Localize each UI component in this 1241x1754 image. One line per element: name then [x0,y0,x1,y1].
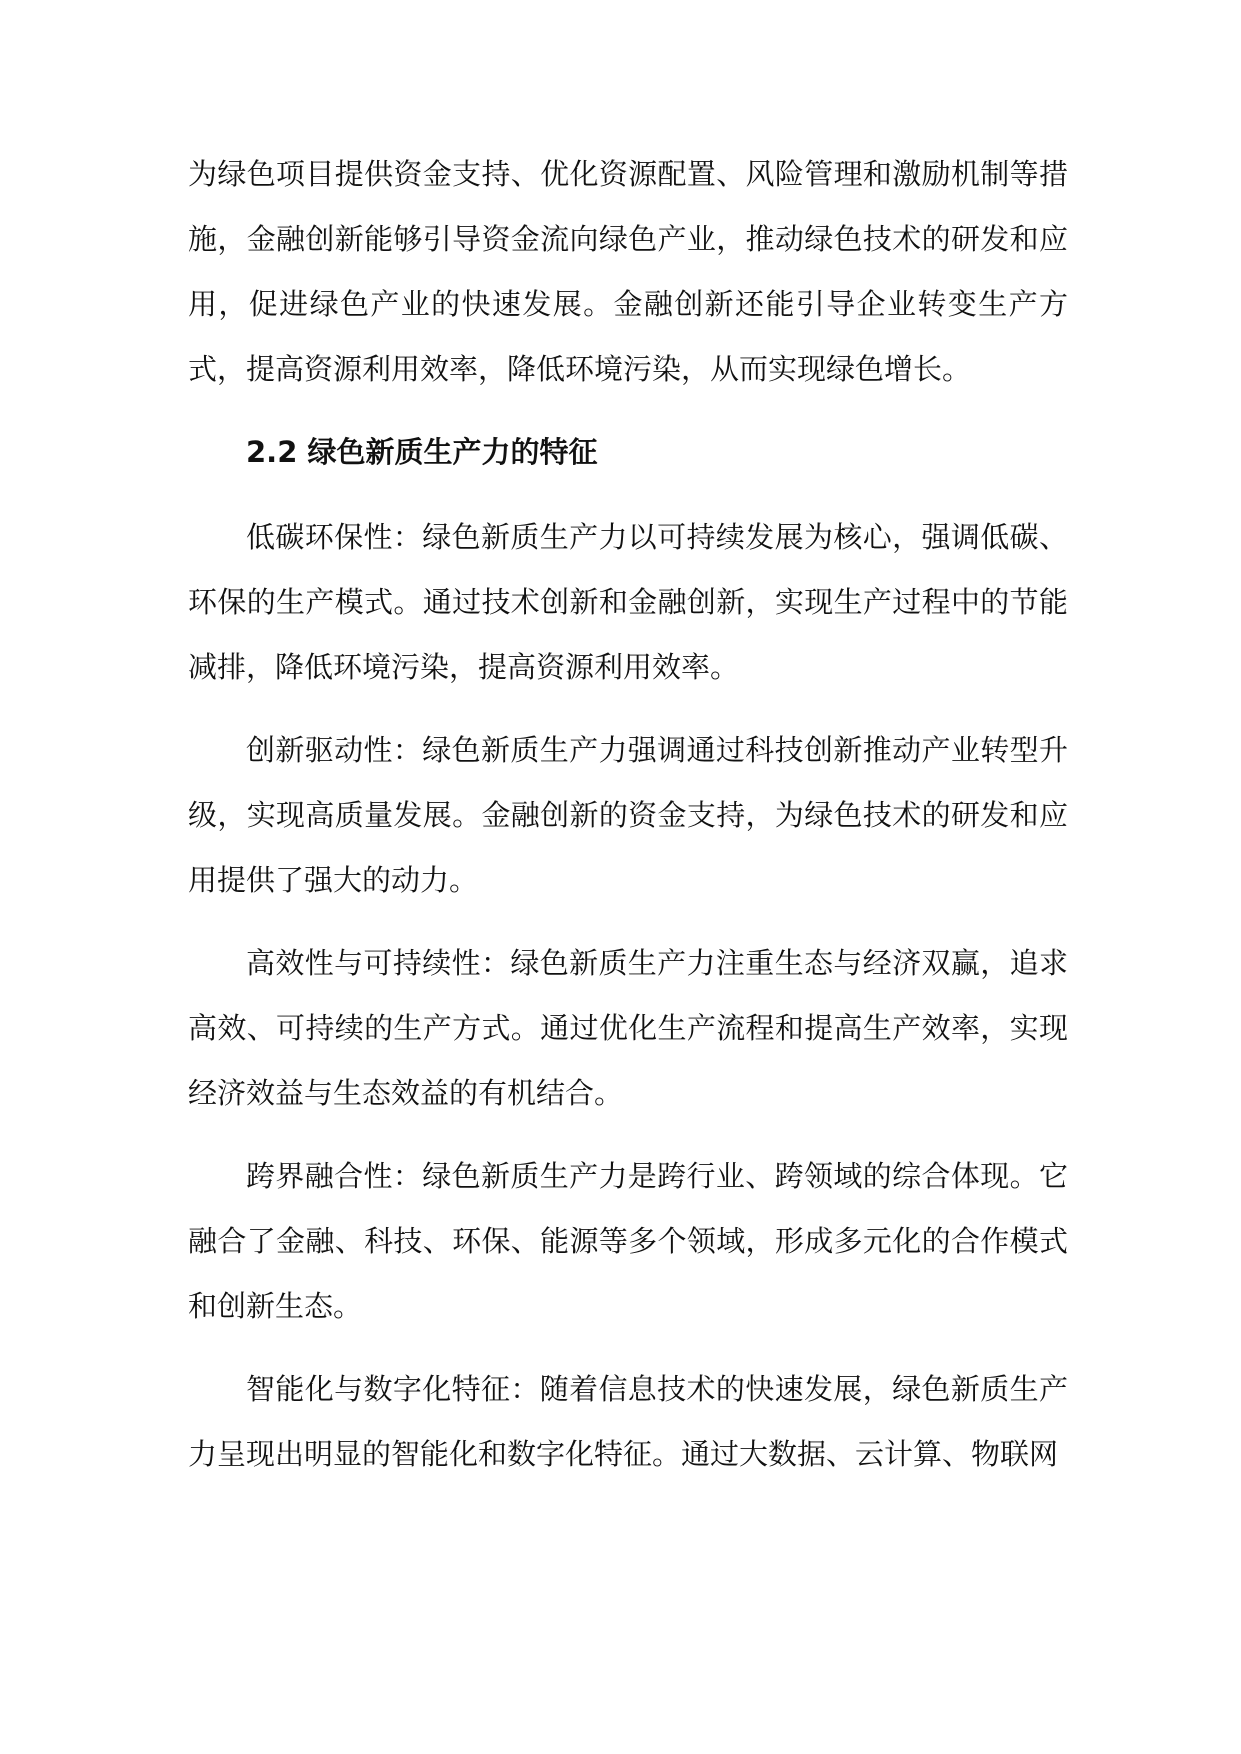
paragraph-intelligent-digital: 智能化与数字化特征：随着信息技术的快速发展，绿色新质生产力呈现出明显的智能化和数字化特征。通过大数据、云计算、物联网 [188,1372,1068,1471]
paragraph-innovation-driven: 创新驱动性：绿色新质生产力强调通过科技创新推动产业转型升级，实现高质量发展。金融创新的资金支持，为绿色技术的研发和应用提供了强大的动力。 [188,733,1068,897]
paragraph-low-carbon: 低碳环保性：绿色新质生产力以可持续发展为核心，强调低碳、环保的生产模式。通过技术创新和金融创新，实现生产过程中的节能减排，降低环境污染，提高资源利用效率。 [188,520,1068,684]
paragraph-cross-border-integration: 跨界融合性：绿色新质生产力是跨行业、跨领域的综合体现。它融合了金融、科技、环保、能源等多个领域，形成多元化的合作模式和创新生态。 [188,1159,1068,1323]
section-heading: 2.2 绿色新质生产力的特征 [246,435,598,469]
paragraph-efficiency-sustainability: 高效性与可持续性：绿色新质生产力注重生态与经济双赢，追求高效、可持续的生产方式。通过优化生产流程和提高生产效率，实现经济效益与生态效益的有机结合。 [188,946,1068,1110]
intro-paragraph: 为绿色项目提供资金支持、优化资源配置、风险管理和激励机制等措施，金融创新能够引导资金流向绿色产业，推动绿色技术的研发和应用，促进绿色产业的快速发展。金融创新还能引导企业转变生产方式，提高资源利用效率，降低环境污染，从而实现绿色增长。 [188,157,1068,386]
document-page [188,142,1068,1505]
